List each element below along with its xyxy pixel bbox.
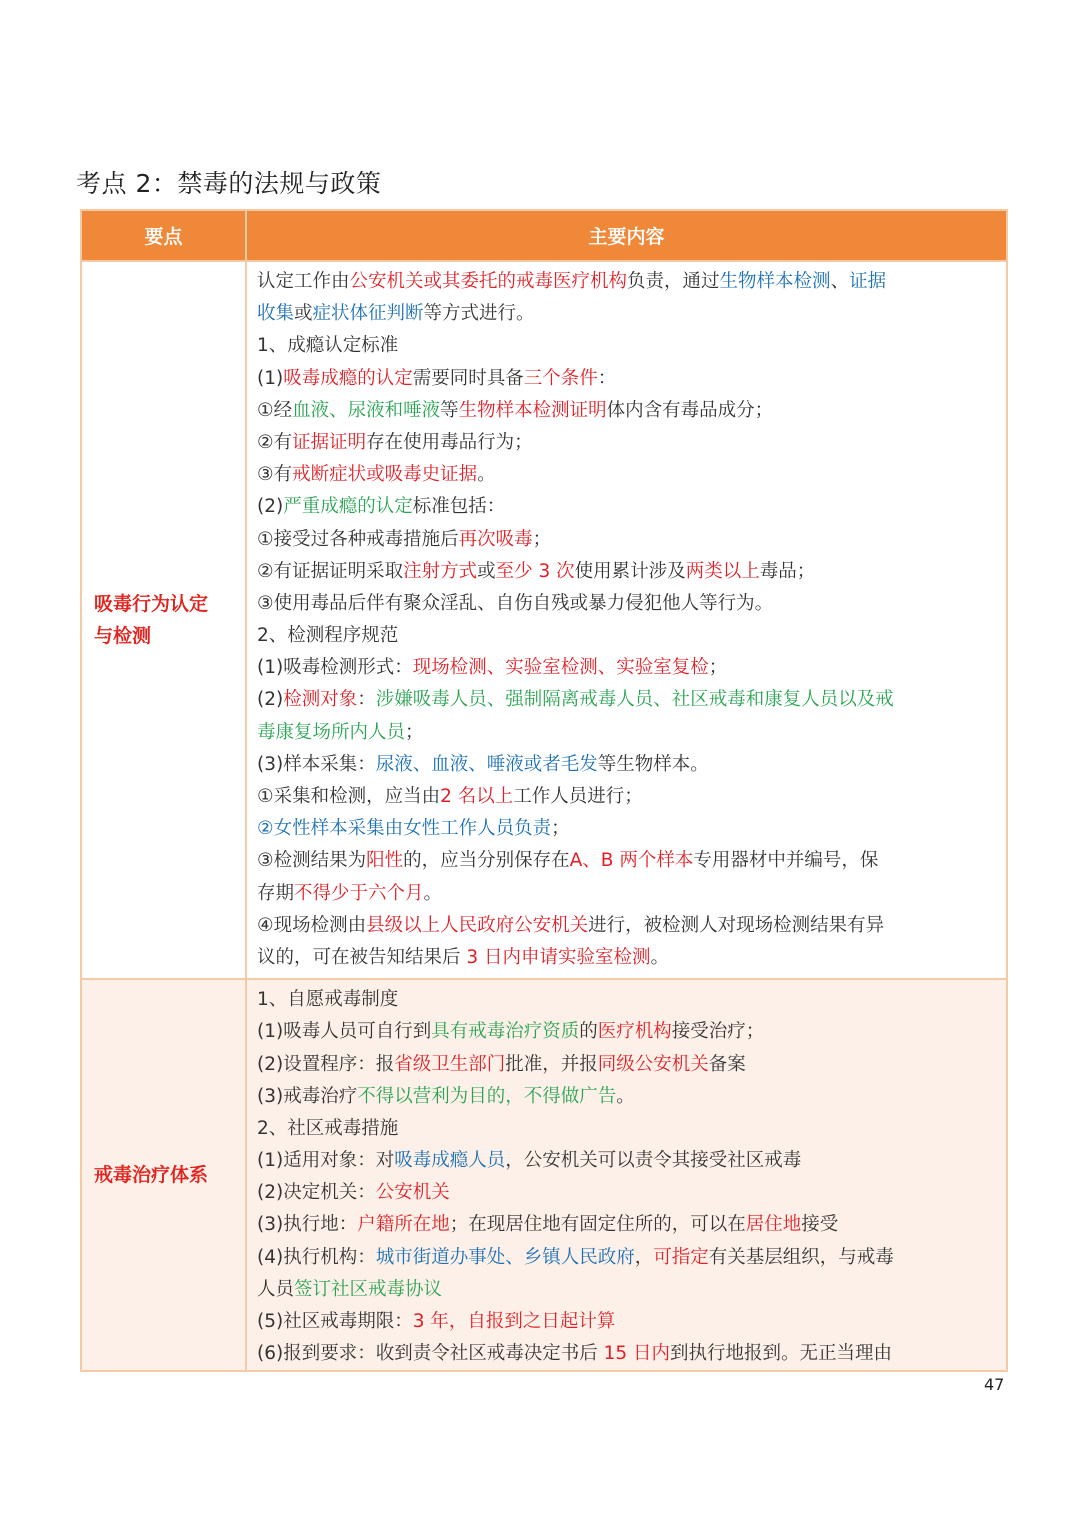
content-line [257,266,998,298]
row-key-drug-use-detection [81,261,246,979]
content-line [257,1242,998,1274]
text-segment: (2)设置程序：报 [257,1053,395,1075]
text-segment: ： [597,367,617,389]
highlight-text: 吸毒成瘾的认定 [283,367,413,389]
row-key-line: 与检测 [94,625,152,648]
highlight-text: 两类以上 [685,560,760,582]
content-line [257,1113,998,1145]
text-segment: 需要同时具备 [412,367,524,389]
content-line [257,781,998,813]
text-segment: 等 [440,399,459,421]
text-segment: 标准包括： [412,496,506,518]
text-segment: 等生物样本。 [597,753,709,775]
highlight-text: 3 日内申请实验室检测 [466,946,651,968]
text-segment: ； [405,721,424,743]
text-segment: 批准，并报 [505,1053,598,1075]
text-segment: 的，应当分别保存在 [403,850,570,872]
highlight-text: 签订社区戒毒协议 [294,1278,443,1300]
text-segment: ： [357,689,376,711]
text-segment: 体内含有毒品成分； [606,399,774,421]
header-key: 要点 [81,210,246,261]
table-row [81,979,1007,1371]
highlight-text: 血液、尿液和唾液 [292,399,441,421]
highlight-text: 户籍所在地 [357,1214,450,1236]
content-line [257,1177,998,1209]
content-line [257,1145,998,1177]
highlight-text: 收集 [257,303,295,325]
text-segment: 2、检测程序规范 [257,625,399,647]
text-segment: (1)吸毒人员可自行到 [257,1021,432,1043]
text-segment: 。 [650,946,670,968]
text-segment: 1、成瘾认定标准 [257,335,399,357]
row-content-drug-use-detection [246,261,1007,979]
content-line [257,588,998,620]
row-key-treatment-system [81,979,246,1371]
content-line [257,556,998,588]
highlight-text: 2 名以上 [440,786,514,807]
highlight-text: 三个条件 [523,367,598,389]
text-segment: ③有 [257,464,293,486]
page-number: 47 [984,1375,1005,1394]
highlight-text: 证据证明 [292,431,367,453]
text-segment: (1) [257,367,284,389]
header-content: 主要内容 [246,210,1007,261]
text-segment: ①接受过各种戒毒措施后 [257,528,459,550]
text-segment: (3)执行地： [257,1214,358,1236]
text-segment: (4)执行机构： [257,1246,376,1268]
text-segment: 等方式进行。 [423,303,535,325]
highlight-text: 公安机关 [375,1182,450,1204]
text-segment: (5)社区戒毒期限： [257,1311,413,1332]
table-row [81,261,1007,979]
text-segment: ④现场检测由 [257,914,367,936]
content-line [257,1049,998,1081]
key-points-table [80,209,1008,1372]
content-line [257,620,998,652]
highlight-text: 戒断症状或吸毒史证据 [292,464,478,486]
highlight-text: 证据 [849,271,887,292]
content-line [257,684,998,716]
text-segment: 认定工作由 [257,271,350,292]
text-segment: 毒品； [759,560,816,582]
row-key-line: 戒毒治疗体系 [94,1164,209,1187]
content-line [257,298,998,330]
text-segment: (6)报到要求：收到责令社区戒毒决定书后 [257,1343,604,1365]
text-segment: 或 [294,303,313,325]
text-segment: 使用累计涉及 [574,560,686,582]
highlight-text: 毒康复场所内人员 [257,721,406,743]
text-segment: ③检测结果为 [257,850,367,872]
content-line [257,984,998,1016]
text-segment: 专用器材中并编号，保 [693,850,879,872]
content-line [257,363,998,395]
row-key-line: 吸毒行为认定 [94,593,209,616]
text-segment: ， [634,1246,654,1268]
content-line [257,910,998,942]
content-line [257,1338,998,1370]
content-line [257,1209,998,1241]
text-segment: 或 [477,560,496,582]
text-segment: (1)适用对象：对 [257,1150,395,1172]
highlight-text: 检测对象 [283,689,358,711]
content-line [257,845,998,877]
text-segment: ，公安机关可以责令其接受社区戒毒 [505,1150,802,1172]
row-content-treatment-system [246,979,1007,1371]
highlight-text: 阳性 [366,850,404,872]
text-segment: 。 [423,882,443,904]
text-segment: 2、社区戒毒措施 [257,1117,399,1139]
highlight-text: 不得少于六个月 [294,882,424,904]
highlight-text: 再次吸毒 [458,528,533,550]
text-segment: 进行，被检测人对现场检测结果有异 [588,914,885,936]
content-line [257,717,998,749]
highlight-text: 生物样本检测 [719,271,831,292]
highlight-text: 15 日内 [603,1343,671,1365]
text-segment: 、 [830,271,850,292]
highlight-text: 可指定 [653,1246,709,1268]
text-segment: 议的，可在被告知结果后 [257,946,467,968]
text-segment: ； [551,818,570,840]
text-segment: 1、自愿戒毒制度 [257,989,399,1011]
content-line [257,330,998,362]
text-segment: 工作人员进行； [513,786,643,807]
text-segment: ； [532,528,552,550]
text-segment: 。 [477,464,496,486]
text-segment: (1)吸毒检测形式： [257,657,413,679]
highlight-text: 严重成瘾的认定 [283,496,413,518]
content-line [257,1081,998,1113]
text-segment: 接受治疗； [671,1021,765,1043]
highlight-text: 县级以上人民政府公安机关 [366,914,589,936]
content-line [257,749,998,781]
highlight-text: 吸毒成瘾人员 [394,1150,506,1172]
text-segment: ；在现居住地有固定住所的，可以在 [449,1214,746,1236]
highlight-text: 至少 3 次 [495,560,575,582]
highlight-text: ②女性样本采集由女性工作人员负责 [257,818,552,840]
text-segment: 接受 [801,1214,839,1236]
highlight-text: A、B 两个样本 [569,850,694,872]
text-segment: 到执行地报到。无正当理由 [670,1343,893,1365]
highlight-text: 尿液、血液、唾液或者毛发 [375,753,598,775]
text-segment: 。 [616,1085,635,1107]
highlight-text: 城市街道办事处、乡镇人民政府 [375,1246,635,1268]
text-segment: 的 [579,1021,598,1043]
highlight-text: 3 年，自报到之日起计算 [412,1311,616,1332]
content-line [257,813,998,845]
highlight-text: 不得以营利为目的，不得做广告 [357,1085,617,1107]
highlight-text: 注射方式 [403,560,478,582]
text-segment: (2) [257,689,284,711]
content-line [257,652,998,684]
content-line [257,491,998,523]
highlight-text: 同级公安机关 [597,1053,709,1075]
content-line [257,1016,998,1048]
text-segment: ②有 [257,431,293,453]
text-segment: (3)样本采集： [257,753,376,775]
text-segment: 人员 [257,1278,295,1300]
highlight-text: 涉嫌吸毒人员、强制隔离戒毒人员、社区戒毒和康复人员以及戒 [375,689,894,711]
highlight-text: 居住地 [745,1214,802,1236]
text-segment: ①采集和检测，应当由 [257,786,441,807]
content-line [257,395,998,427]
highlight-text: 省级卫生部门 [394,1053,506,1075]
highlight-text: 具有戒毒治疗资质 [431,1021,580,1043]
text-segment: (3)戒毒治疗 [257,1085,358,1107]
highlight-text: 公安机关或其委托的戒毒医疗机构 [349,271,628,292]
text-segment: (2) [257,496,284,518]
highlight-text: 现场检测、实验室检测、实验室复检 [412,657,709,679]
highlight-text: 症状体征判断 [312,303,424,325]
highlight-text: 生物样本检测证明 [458,399,607,421]
highlight-text: 医疗机构 [597,1021,672,1043]
section-title: 考点 2：禁毒的法规与政策 [76,169,382,198]
text-segment: 存期 [257,882,295,904]
text-segment: ； [708,657,728,679]
content-line [257,459,998,491]
text-segment: 有关基层组织，与戒毒 [708,1246,894,1268]
text-segment: 存在使用毒品行为； [366,431,533,453]
table-header-row [81,210,1007,261]
text-segment: 备案 [708,1053,746,1075]
text-segment: ③使用毒品后伴有聚众淫乱、自伤自残或暴力侵犯他人等行为。 [257,592,774,614]
text-segment: ②有证据证明采取 [257,560,404,582]
content-line [257,427,998,459]
text-segment: (2)决定机关： [257,1182,376,1204]
content-line [257,878,998,910]
content-line [257,524,998,556]
text-segment: 负责，通过 [627,271,720,292]
content-line [257,942,998,974]
content-line [257,1274,998,1306]
content-line [257,1306,998,1338]
text-segment: ①经 [257,399,293,421]
